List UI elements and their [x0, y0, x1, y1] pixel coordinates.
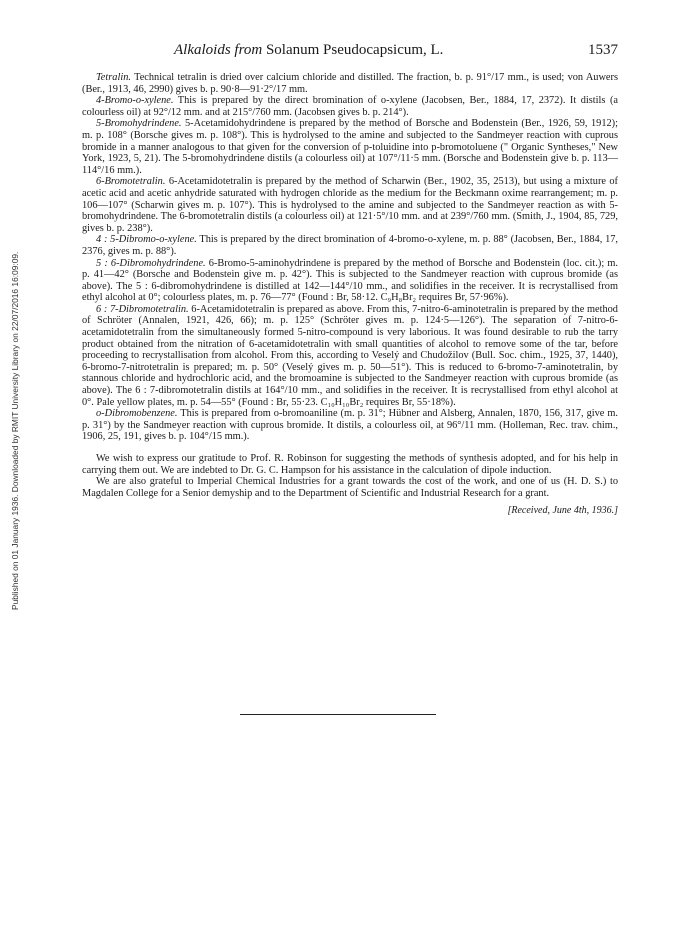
compound-label: 4-Bromo-o-xylene.: [96, 95, 174, 107]
page-number: 1537: [588, 42, 618, 58]
running-title-italic: Alkaloids from: [174, 42, 263, 58]
paragraph-dibromohydrindene: [82, 258, 618, 304]
compound-label: Tetralin.: [96, 72, 131, 83]
paragraph-bromotetralin: [82, 176, 618, 234]
running-title: [174, 42, 443, 59]
compound-preparations: [82, 72, 618, 443]
acknowledgement-paragraph: We are also grateful to Imperial Chemical Industries for a grant towards the cost of the work, and one of us (H. D. S.) to Magdalen College for a Senior demyship and to the Department of Scientific and Industrial Research for a grant.: [82, 476, 618, 499]
paragraph-text: This is prepared by the direct bromination of 4-bromo-o-xylene, m. p. 88° (Jacobsen, Ber., 1884, 17, 2376, gives m. p. 88°).: [82, 234, 618, 257]
paragraph-dibromo-o-xylene: [82, 234, 618, 257]
compound-label: 6-Bromotetralin.: [96, 176, 166, 188]
compound-label: 5 : 6-Dibromohydrindene.: [96, 257, 206, 269]
paragraph-text: 6-Acetamidotetralin is prepared as above. From this, 7-nitro-6-aminotetralin is prepared by the method of Schröter (Annalen, 1921, 426, 66); m. p. 125° (Schröter gives m. p. 124·5—126°). The separation of 7-nitro-6-acetamidotetralin from the simultaneously formed 5-nitro-compound is very laborious. It was found desirable to rub the tarry product obtained from the nitration of 6-acetamidotetralin with small quantities of alcohol to remove some of the tar, before proceeding to recrystallisation from alcohol. From this, according to Veselý and Chudožilov (Bull. Soc. chim., 1925, 37, 1440), 6-bromo-7-nitrotetralin is prepared; m. p. 50° (Veselý gives m. p. 50—51°). This is reduced to 6-bromo-7-aminotetralin, by stannous chloride and hydrochloric acid, and the bromoamine is subjected to the Sandmeyer reaction with cuprous bromide (as above). The 6 : 7-dibromotetralin distils at 164°/10 mm., and solidifies in the receiver. It is recrystallised from ethyl alcohol at 0°. Pale yellow plates, m. p. 54—55° (Found : Br, 55·23. C₁₀H₁₀Br₂ requires Br, 55·18%).: [82, 303, 618, 408]
received-date: [Received, June 4th, 1936.]: [507, 505, 618, 517]
compound-label: o-Dibromobenzene.: [96, 408, 178, 420]
paragraph-text: 5-Acetamidohydrindene is prepared by the method of Borsche and Bodenstein (Ber., 1926, 59, 1912); m. p. 108° (Borsche gives m. p. 108°). This is hydrolysed to the amine and subjected to the Sandmeyer reaction with cuprous bromide in a manner analogous to that given for the conversion of p-toluidine into p-bromotoluene (" Organic Syntheses," New York, 1923, 5, 21). The 5-bromohydrindene distils (a colourless oil) at 107°/11·5 mm. (Borsche and Bodenstein give b. p. 113—114°/16 mm.).: [82, 118, 618, 176]
paragraph-text: This is prepared from o-bromoaniline (m. p. 31°; Hübner and Alsberg, Annalen, 1870, 156, 317, give m. p. 31°) by the Sandmeyer reaction with cuprous bromide. It distils, a colourless oil, at 96°/11 mm. (Holleman, Rec. trav. chim., 1906, 25, 191, gives b. p. 104°/15 mm.).: [82, 408, 618, 443]
download-notice-text: Published on 01 January 1936. Downloaded by RMIT University Library on 22/07/2016 16:09:09.: [10, 251, 20, 610]
running-title-roman: Solanum Pseudocapsicum, L.: [265, 42, 444, 58]
compound-label: 5-Bromohydrindene.: [96, 118, 182, 130]
paragraph-text: Technical tetralin is dried over calcium chloride and distilled. The fraction, b. p. 91°/17 mm., is used; von Auwers (Ber., 1913, 46, 2990) gives b. p. 90·8—91·2°/17 mm.: [82, 72, 618, 95]
paragraph-tetralin: [82, 72, 618, 95]
paragraph-dibromotetralin: [82, 304, 618, 408]
acknowledgement-paragraph: We wish to express our gratitude to Prof. R. Robinson for suggesting the methods of synthesis adopted, and for his help in carrying them out. We are indebted to Dr. G. C. Hampson for his assistance in the calculation of dipole induction.: [82, 453, 618, 476]
paragraph-dibromobenzene: [82, 408, 618, 443]
paragraph-text: 6-Bromo-5-aminohydrindene is prepared by the method of Borsche and Bodenstein (loc. cit.); m. p. 41—42° (Borsche and Bodenstein give m. p. 42°). This is subjected to the Sandmeyer reaction with cuprous bromide (as above). The 5 : 6-dibromohydrindene is distilled at 142—144°/10 mm., and solidifies in the receiver. It is recrystallised from ethyl alcohol at 0°; colourless plates, m. p. 76—77° (Found : Br, 58·12. C₉H₈Br₂ requires Br, 57·96%).: [82, 257, 618, 304]
paragraph-text: This is prepared by the direct bromination of o-xylene (Jacobsen, Ber., 1884, 17, 2372). It distils (a colourless oil) at 92°/12 mm. and at 215°/760 mm. (Jacobsen gives b. p. 214°).: [82, 95, 618, 118]
end-rule: [240, 714, 436, 715]
download-notice: [2, 170, 18, 610]
compound-label: 4 : 5-Dibromo-o-xylene.: [96, 234, 197, 246]
compound-label: 6 : 7-Dibromotetralin.: [96, 303, 189, 315]
article-body: [82, 72, 618, 517]
paragraph-bromohydrindene: [82, 118, 618, 176]
paragraph-text: 6-Acetamidotetralin is prepared by the method of Scharwin (Ber., 1902, 35, 2513), but using a mixture of acetic acid and acetic anhydride saturated with hydrogen chloride as the medium for the Beckmann oxime rearrangement; m. p. 106—107° (Scharwin gives m. p. 107°). This is hydrolysed to the amine and subjected to the Sandmeyer reaction as with 5-bromohydrindene. The 6-bromotetralin distils (a colourless oil) at 121·5°/10 mm. and at 239°/760 mm. (Smith, J., 1904, 85, 729, gives b. p. 238°).: [82, 176, 618, 234]
paragraph-bromo-o-xylene: [82, 95, 618, 118]
page-header: [82, 42, 618, 62]
